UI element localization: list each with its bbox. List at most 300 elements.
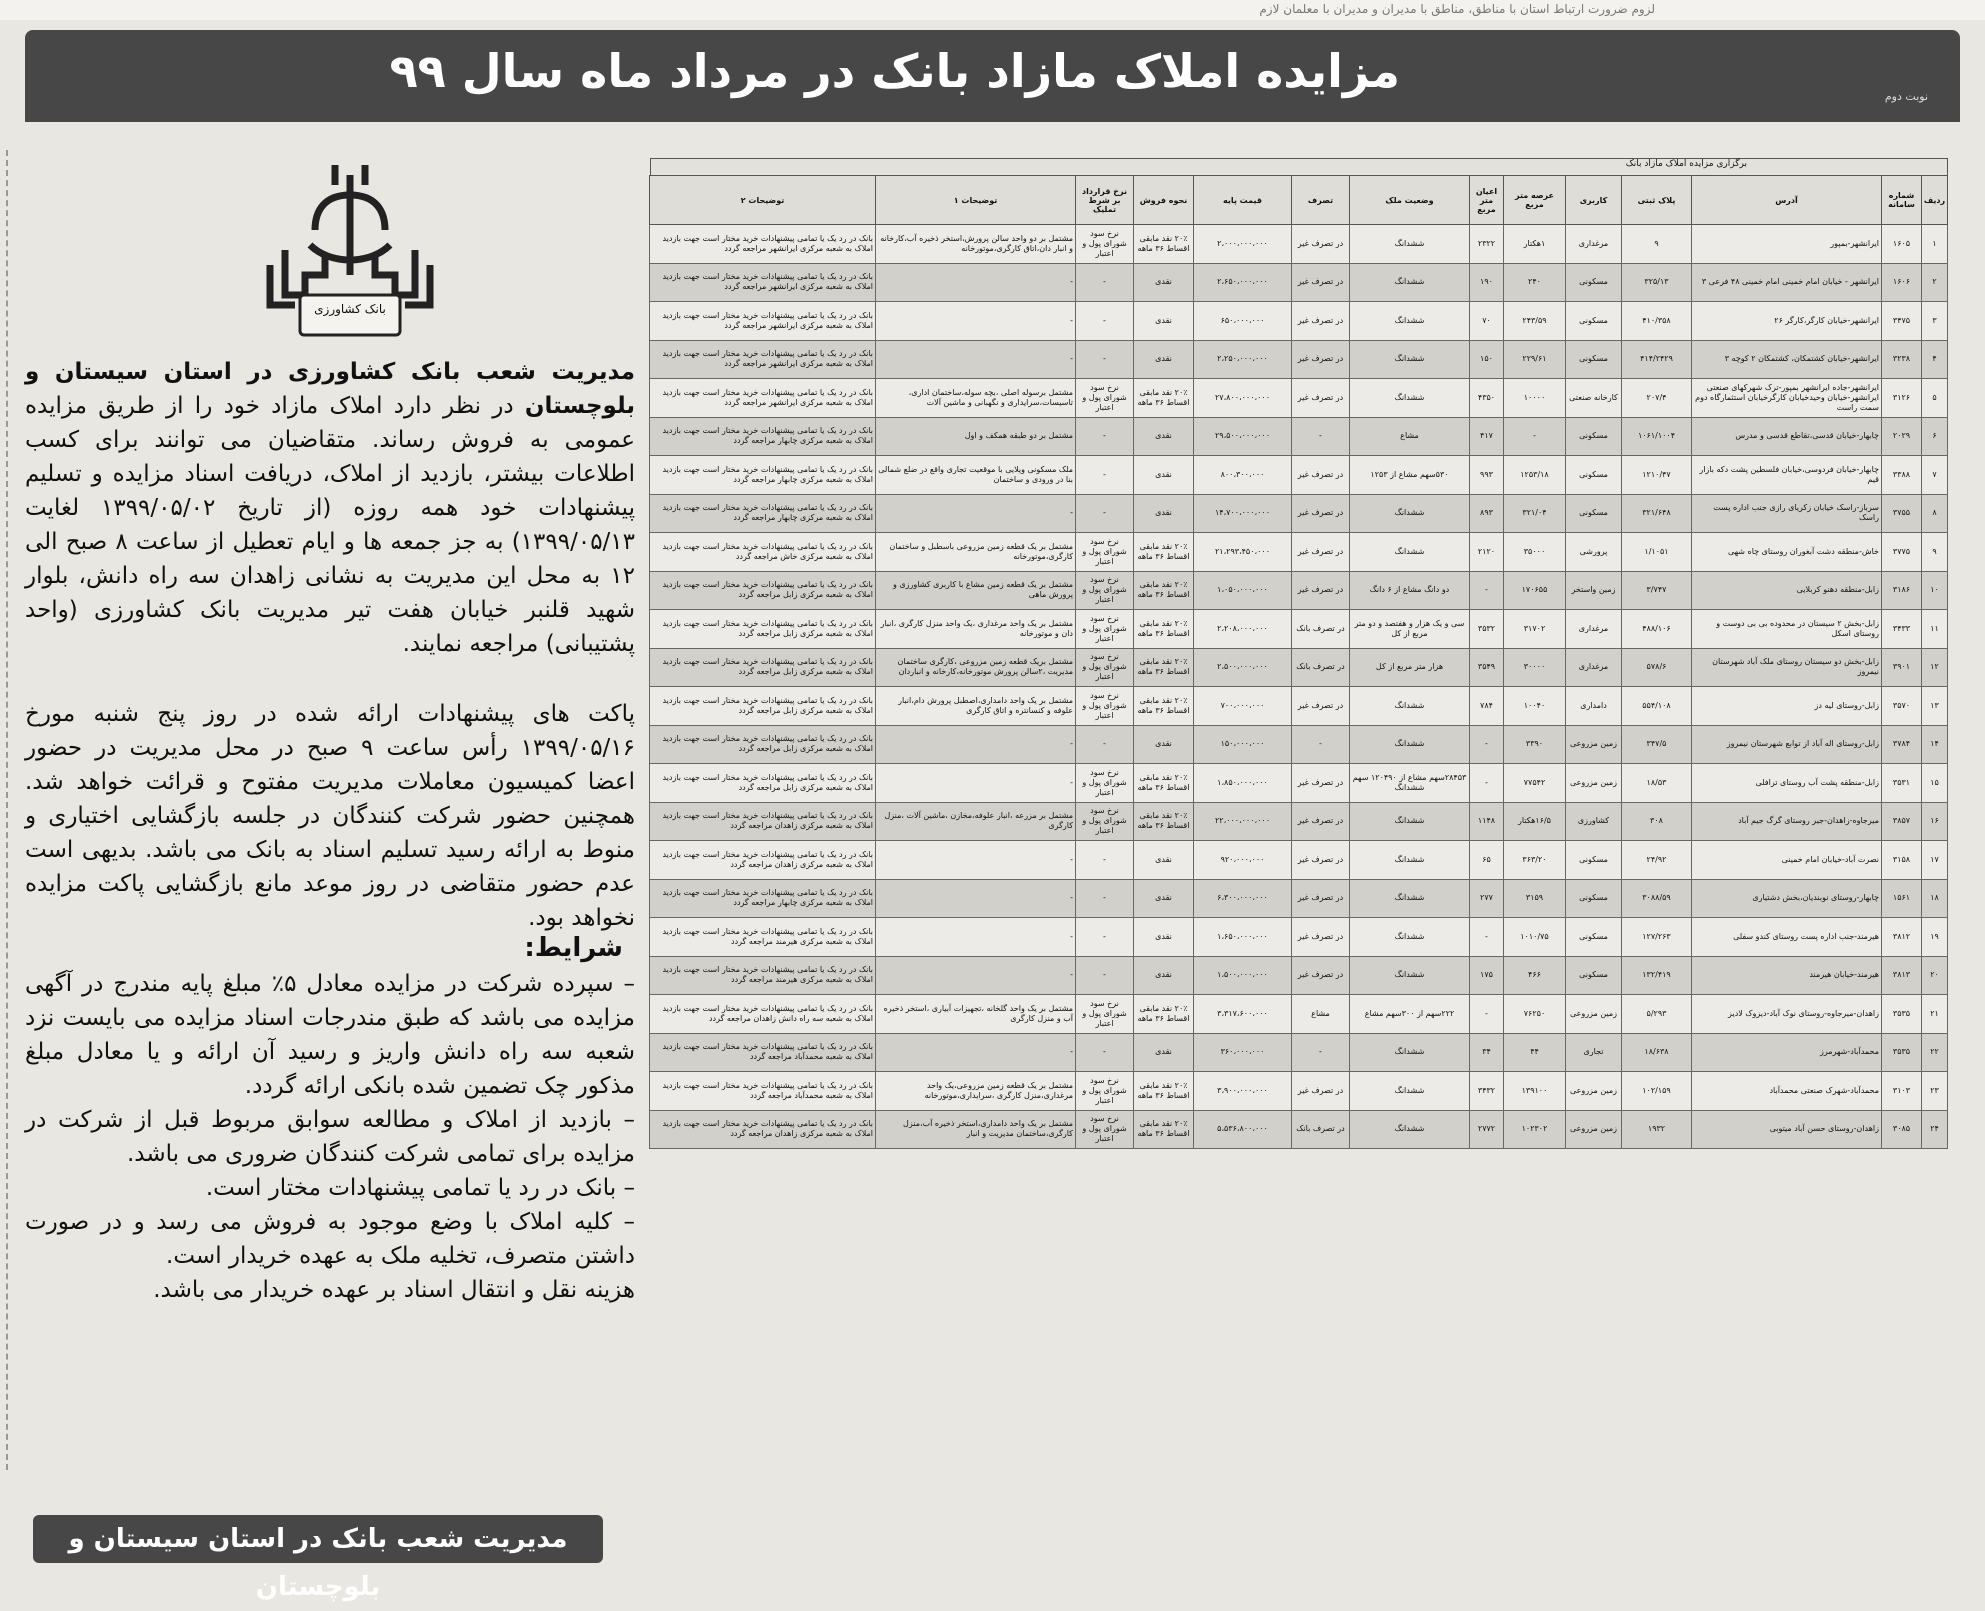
table-cell: نرخ سود شورای پول و اعتبار — [1076, 533, 1134, 572]
table-row — [650, 687, 1948, 726]
table-cell: ۵۳۰سهم مشاع از ۱۲۵۳ — [1350, 456, 1470, 495]
table-cell: مسکونی — [1566, 417, 1622, 456]
footer-banner: مدیریت شعب بانک در استان سیستان و بلوچستان — [33, 1515, 603, 1563]
table-cell: زمین مزروعی — [1566, 1072, 1622, 1111]
table-cell: ۴۱۴/۲۴۲۹ — [1622, 340, 1692, 379]
table-cell: ششدانگ — [1350, 1072, 1470, 1111]
table-cell: ششدانگ — [1350, 1110, 1470, 1149]
table-cell: ۱۶۰۶ — [1882, 263, 1922, 302]
table-cell: ۳،۹۰۰،۰۰۰،۰۰۰ — [1194, 1072, 1292, 1111]
table-cell: نرخ سود شورای پول و اعتبار — [1076, 379, 1134, 418]
table-title: برگزاری مزایده املاک مازاد بانک — [650, 158, 1948, 175]
table-cell: ۵/۲۹۳ — [1622, 995, 1692, 1034]
table-cell: مسکونی — [1566, 956, 1622, 995]
table-cell: ۲۰٪ نقد مابقی اقساط ۳۶ ماهه — [1134, 802, 1194, 841]
table-cell: ۱/۱۰۵۱ — [1622, 533, 1692, 572]
table-cell: بانک در رد یک یا تمامی پیشنهادات خرید مختار است جهت بازدید املاک به شعبه مرکزی خاش مراجعه گردد — [650, 533, 876, 572]
table-cell: - — [1076, 841, 1134, 880]
table-cell: ۲۴ — [1922, 1110, 1948, 1149]
table-cell: ۲۰٪ نقد مابقی اقساط ۳۶ ماهه — [1134, 379, 1194, 418]
table-cell: - — [1292, 1033, 1350, 1072]
table-cell: ۲۴۰ — [1504, 263, 1566, 302]
table-row — [650, 571, 1948, 610]
table-cell: ۳۶۳/۲۰ — [1504, 841, 1566, 880]
table-cell: ۳۲۱/۶۴۸ — [1622, 494, 1692, 533]
table-cell: - — [1076, 725, 1134, 764]
auction-table — [649, 175, 1948, 1149]
table-cell: بانک در رد یک یا تمامی پیشنهادات خرید مختار است جهت بازدید املاک به شعبه مرکزی هیرمند مراجعه گردد — [650, 918, 876, 957]
table-cell: مشتمل بر دو طبقه همکف و اول — [876, 417, 1076, 456]
table-cell: ششدانگ — [1350, 494, 1470, 533]
table-cell: ۳۴ — [1470, 1033, 1504, 1072]
table-cell: مشتمل بر مزرعه ،انبار علوفه،مخازن ،ماشین آلات ،منزل کارگری — [876, 802, 1076, 841]
edition-note: نوبت دوم — [1884, 90, 1928, 103]
table-cell: ۳۴۳۳ — [1882, 610, 1922, 649]
table-cell: ۱۱ — [1922, 610, 1948, 649]
table-cell: ۲،۶۵۰،۰۰۰،۰۰۰ — [1194, 263, 1292, 302]
table-cell: ۱۰۰۰۰ — [1504, 379, 1566, 418]
table-cell: ۳۰۸ — [1622, 802, 1692, 841]
table-cell: - — [1470, 571, 1504, 610]
table-cell: ۳۲۱/۰۴ — [1504, 494, 1566, 533]
table-cell: ۴۳۵۰ — [1470, 379, 1504, 418]
table-cell: - — [1470, 995, 1504, 1034]
table-cell: مرغداری — [1566, 225, 1622, 264]
table-cell: زمین مزروعی — [1566, 995, 1622, 1034]
table-cell: نرخ سود شورای پول و اعتبار — [1076, 648, 1134, 687]
table-cell: در تصرف غیر — [1292, 918, 1350, 957]
table-cell: بانک در رد یک یا تمامی پیشنهادات خرید مختار است جهت بازدید املاک به شعبه مرکزی چابهار مراجعه گردد — [650, 456, 876, 495]
table-row — [650, 494, 1948, 533]
table-cell: ۱۴،۷۰۰،۰۰۰،۰۰۰ — [1194, 494, 1292, 533]
table-cell: ۳۰۰۰۰ — [1504, 648, 1566, 687]
col-header: وضعیت ملک — [1350, 176, 1470, 225]
table-cell: ایرانشهر-خیابان کشتمکان، کشتمکان ۲ کوچه ۳ — [1692, 340, 1882, 379]
table-row — [650, 725, 1948, 764]
table-cell: بانک در رد یک یا تمامی پیشنهادات خرید مختار است جهت بازدید املاک به شعبه مرکزی زاهدان مراجعه گردد — [650, 841, 876, 880]
table-cell: ششدانگ — [1350, 1033, 1470, 1072]
table-cell: ۵۵۴/۱۰۸ — [1622, 687, 1692, 726]
table-body — [650, 225, 1948, 1149]
table-cell: بانک در رد یک یا تمامی پیشنهادات خرید مختار است جهت بازدید املاک به شعبه محمدآباد مراجعه گردد — [650, 1033, 876, 1072]
table-cell: - — [1504, 417, 1566, 456]
table-cell: ۲۰٪ نقد مابقی اقساط ۳۶ ماهه — [1134, 610, 1194, 649]
intro-rest: در نظر دارد املاک مازاد خود را از طریق مزایده عمومی به فروش رساند. متقاضیان می توانند برای کسب اطلاعات بیشتر، بازدید از املاک، دریافت اسناد مزایده و تسلیم پیشنهادات خود همه روزه (از تاریخ ۱۳۹۹/۰۵/۰۲ لغایت ۱۳۹۹/۰۵/۱۳) به جز جمعه ها و ایام تعطیل از ساعت ۸ صبح الی ۱۲ به محل این مدیریت به نشانی زاهدان سه راه دانش، بلوار شهید قلنبر خیابان هفت تیر مدیریت بانک کشاورزی (واحد پشتیبانی) مراجعه نمایند. — [25, 393, 635, 657]
table-cell: ۱۶ — [1922, 802, 1948, 841]
condition-item: – کلیه املاک با وضع موجود به فروش می رسد و در صورت داشتن متصرف، تخلیه ملک به عهده خریدار است. — [25, 1209, 635, 1269]
table-cell: ۶ — [1922, 417, 1948, 456]
table-cell: نرخ سود شورای پول و اعتبار — [1076, 1072, 1134, 1111]
table-cell: ایرانشهر - خیابان امام خمینی امام خمینی ۴۸ فرعی ۳ — [1692, 263, 1882, 302]
table-cell: مشتمل بریک قطعه زمین مزروعی ،کارگری ساختمان مدیریت ،۲سالن پرورش موتورخانه،کارخانه و انباردان — [876, 648, 1076, 687]
table-cell: ۱ — [1922, 225, 1948, 264]
table-cell: ۲۴۳/۵۹ — [1504, 302, 1566, 341]
col-header: تصرف — [1292, 176, 1350, 225]
table-cell: ۲۴/۹۲ — [1622, 841, 1692, 880]
table-cell: ۳۱۷۰۲ — [1504, 610, 1566, 649]
table-cell: - — [1076, 263, 1134, 302]
logo-text: بانک کشاورزی — [314, 302, 386, 316]
table-cell: دامداری — [1566, 687, 1622, 726]
table-cell: ۳۵۴۹ — [1470, 648, 1504, 687]
table-cell: ۲۲۲سهم از ۳۰۰سهم مشاع — [1350, 995, 1470, 1034]
table-row — [650, 340, 1948, 379]
table-cell: ۴۴ — [1504, 1033, 1566, 1072]
table-cell: مسکونی — [1566, 456, 1622, 495]
page-header — [25, 30, 1960, 122]
col-header: کاربری — [1566, 176, 1622, 225]
condition-item: هزینه نقل و انتقال اسناد بر عهده خریدار می باشد. — [153, 1277, 635, 1303]
table-cell: در تصرف غیر — [1292, 1072, 1350, 1111]
table-cell: پرورشی — [1566, 533, 1622, 572]
table-cell: ۲۲۹/۶۱ — [1504, 340, 1566, 379]
top-strip-text: لزوم ضرورت ارتباط استان با مناطق، مناطق با مدیران و مدیران با معلمان لازم — [1259, 2, 1655, 16]
table-cell: مرغداری — [1566, 610, 1622, 649]
table-cell: ۲۷،۸۰۰،۰۰۰،۰۰۰ — [1194, 379, 1292, 418]
col-header: توضیحات ۱ — [876, 176, 1076, 225]
col-header: شماره سامانه — [1882, 176, 1922, 225]
table-cell: بانک در رد یک یا تمامی پیشنهادات خرید مختار است جهت بازدید املاک به شعبه مرکزی ایرانشهر مراجعه گردد — [650, 340, 876, 379]
table-cell: سرباز-راسک خیابان زکریای رازی جنب اداره پست راسک — [1692, 494, 1882, 533]
table-row — [650, 610, 1948, 649]
table-cell: بانک در رد یک یا تمامی پیشنهادات خرید مختار است جهت بازدید املاک به شعبه مرکزی ایرانشهر مراجعه گردد — [650, 379, 876, 418]
intro-bold: مدیریت شعب بانک کشاورزی در استان سیستان و بلوچستان — [25, 359, 635, 419]
table-cell: ۲۰٪ نقد مابقی اقساط ۳۶ ماهه — [1134, 533, 1194, 572]
table-cell: نقدی — [1134, 1033, 1194, 1072]
table-row — [650, 1110, 1948, 1149]
condition-item: – بانک در رد یا تمامی پیشنهادات مختار است. — [205, 1175, 635, 1201]
margin-divider — [6, 150, 12, 1470]
table-cell: ۵۷۸/۶ — [1622, 648, 1692, 687]
table-cell: نرخ سود شورای پول و اعتبار — [1076, 610, 1134, 649]
table-cell: مشتمل بر یک واحد گلخانه ،تجهیزات آبیاری ،استخر ذخیره آب و منزل کارگری — [876, 995, 1076, 1034]
table-cell: - — [876, 725, 1076, 764]
table-cell: نقدی — [1134, 417, 1194, 456]
table-cell: ۱۳۲/۴۱۹ — [1622, 956, 1692, 995]
table-cell: ۱۹۳۲ — [1622, 1110, 1692, 1149]
table-row — [650, 802, 1948, 841]
table-cell: - — [1470, 725, 1504, 764]
table-cell: ششدانگ — [1350, 918, 1470, 957]
table-cell: میرجاوه-زاهدان-جیر روستای گرگ جیم آباد — [1692, 802, 1882, 841]
table-cell: نقدی — [1134, 879, 1194, 918]
table-cell: در تصرف غیر — [1292, 956, 1350, 995]
table-cell: نرخ سود شورای پول و اعتبار — [1076, 1110, 1134, 1149]
table-cell: ۳۸۱۳ — [1882, 956, 1922, 995]
table-cell: بانک در رد یک یا تمامی پیشنهادات خرید مختار است جهت بازدید املاک به شعبه مرکزی زابل مراجعه گردد — [650, 687, 876, 726]
table-cell: ۴۱۷ — [1470, 417, 1504, 456]
table-cell: نقدی — [1134, 340, 1194, 379]
opening-paragraph: پاکت های پیشنهادات ارائه شده در روز پنج شنبه مورخ ۱۳۹۹/۰۵/۱۶ رأس ساعت ۹ صبح در محل مدیریت در حضور اعضا کمیسیون معاملات مدیریت مفتوح و قرائت خواهد شد. همچنین حضور شرکت کنندگان در جلسه بازگشایی اختیاری و منوط به ارائه رسید تسلیم اسناد به بانک می باشد. بدیهی است عدم حضور متقاضی در روز موعد مانع بازگشایی پاکت مزایده نخواهد بود. — [25, 701, 635, 931]
table-cell: - — [876, 1033, 1076, 1072]
col-header: عرصه متر مربع — [1504, 176, 1566, 225]
table-row — [650, 225, 1948, 264]
table-cell: - — [1076, 417, 1134, 456]
table-cell: ۱۰۲۳۰۲ — [1504, 1110, 1566, 1149]
table-cell: مشاع — [1350, 417, 1470, 456]
table-cell: ۷۷۵۴۲ — [1504, 764, 1566, 803]
col-header: اعیان متر مربع — [1470, 176, 1504, 225]
table-cell: ۹ — [1622, 225, 1692, 264]
table-cell: ۷ — [1922, 456, 1948, 495]
table-cell: زابل-روستای اله آباد از توابع شهرستان نیمروز — [1692, 725, 1882, 764]
table-row — [650, 533, 1948, 572]
table-cell: بانک در رد یک یا تمامی پیشنهادات خرید مختار است جهت بازدید املاک به شعبه مرکزی زابل مراجعه گردد — [650, 610, 876, 649]
table-cell: در تصرف غیر — [1292, 340, 1350, 379]
table-cell: بانک در رد یک یا تمامی پیشنهادات خرید مختار است جهت بازدید املاک به شعبه محمدآباد مراجعه گردد — [650, 1072, 876, 1111]
table-cell: ۷۰۰،۰۰۰،۰۰۰ — [1194, 687, 1292, 726]
table-row — [650, 764, 1948, 803]
table-cell: چابهار-خیابان قدسی،تقاطع قدسی و مدرس — [1692, 417, 1882, 456]
table-cell: ۳ — [1922, 302, 1948, 341]
table-cell: هزار متر مربع از کل — [1350, 648, 1470, 687]
table-cell: ۱۸/۶۳۸ — [1622, 1033, 1692, 1072]
table-cell: ملک مسکونی ویلایی با موقعیت تجاری واقع در ضلع شمالی بنا در ورودی و ساختمان — [876, 456, 1076, 495]
table-cell: - — [876, 918, 1076, 957]
col-header: نرخ قرارداد بر شرط تملیک — [1076, 176, 1134, 225]
table-cell: ۲۰۷/۴ — [1622, 379, 1692, 418]
table-cell: ۳۲۵/۱۳ — [1622, 263, 1692, 302]
table-cell: ۲،۵۰۰،۰۰۰،۰۰۰ — [1194, 648, 1292, 687]
table-cell: - — [1470, 918, 1504, 957]
table-cell: در تصرف غیر — [1292, 263, 1350, 302]
table-cell: - — [876, 302, 1076, 341]
table-cell: در تصرف غیر — [1292, 494, 1350, 533]
table-cell: ۳۰۸۸/۵۹ — [1622, 879, 1692, 918]
table-cell: ۱۲۵۳/۱۸ — [1504, 456, 1566, 495]
bank-logo — [255, 155, 445, 345]
table-cell: ۲۱،۲۹۳،۴۵۰،۰۰۰ — [1194, 533, 1292, 572]
col-header: آدرس — [1692, 176, 1882, 225]
col-header: توضیحات ۲ — [650, 176, 876, 225]
table-cell: چابهار-روستای نوبندیان،بخش دشتیاری — [1692, 879, 1882, 918]
table-cell: کشاورزی — [1566, 802, 1622, 841]
table-cell: بانک در رد یک یا تمامی پیشنهادات خرید مختار است جهت بازدید املاک به شعبه مرکزی ایرانشهر مراجعه گردد — [650, 225, 876, 264]
table-cell: نقدی — [1134, 918, 1194, 957]
table-cell: ۱۸ — [1922, 879, 1948, 918]
table-cell: کارخانه صنعتی — [1566, 379, 1622, 418]
table-cell: ۱۲ — [1922, 648, 1948, 687]
conditions-title: شرایط: — [524, 933, 623, 963]
table-cell: ۲۳۲۲ — [1470, 225, 1504, 264]
table-cell: - — [1076, 879, 1134, 918]
conditions-list — [25, 967, 635, 1307]
table-cell: ششدانگ — [1350, 533, 1470, 572]
table-cell: - — [1076, 918, 1134, 957]
table-cell: ۱،۶۵۰،۰۰۰،۰۰۰ — [1194, 918, 1292, 957]
table-cell: ۲۷۷ — [1470, 879, 1504, 918]
table-cell: نقدی — [1134, 302, 1194, 341]
col-header: پلاک ثبتی — [1622, 176, 1692, 225]
table-cell: ۱۲۷/۲۶۳ — [1622, 918, 1692, 957]
table-cell: در تصرف غیر — [1292, 225, 1350, 264]
table-cell: - — [1076, 1033, 1134, 1072]
condition-item: – بازدید از املاک و مطالعه سوابق مربوط قبل از شرکت در مزایده برای تمامی شرکت کنندگان ضروری می باشد. — [25, 1107, 635, 1167]
table-cell: ۷۸۴ — [1470, 687, 1504, 726]
table-cell: - — [1076, 340, 1134, 379]
table-cell: ۳۰۸۵ — [1882, 1110, 1922, 1149]
table-cell: ۳۱۸۶ — [1882, 571, 1922, 610]
table-cell: چابهار-خیابان فردوسی،خیابان فلسطین پشت دکه بازار قیم — [1692, 456, 1882, 495]
table-cell: ۳/۷۴۷ — [1622, 571, 1692, 610]
table-cell: ۶۵۰،۰۰۰،۰۰۰ — [1194, 302, 1292, 341]
table-cell: ۳۱۵۸ — [1882, 841, 1922, 880]
table-cell: ۷۶۲۵۰ — [1504, 995, 1566, 1034]
table-cell: ۱۵۰،۰۰۰،۰۰۰ — [1194, 725, 1292, 764]
table-cell: ۱۰۶۱/۱۰۰۴ — [1622, 417, 1692, 456]
table-cell: ۳۷۷۵ — [1882, 533, 1922, 572]
table-cell: نرخ سود شورای پول و اعتبار — [1076, 225, 1134, 264]
table-cell: ۳۲۳۸ — [1882, 340, 1922, 379]
table-cell: - — [1076, 956, 1134, 995]
table-cell: زابل-بخش دو سیستان روستای ملک آباد شهرستان نیمروز — [1692, 648, 1882, 687]
table-cell: مسکونی — [1566, 340, 1622, 379]
table-cell: ۸۰۰،۳۰۰،۰۰۰ — [1194, 456, 1292, 495]
table-cell: - — [876, 956, 1076, 995]
announcement-column — [15, 125, 645, 1602]
table-cell: ۳۵۳۱ — [1882, 764, 1922, 803]
table-cell: ۱،۸۵۰،۰۰۰،۰۰۰ — [1194, 764, 1292, 803]
table-cell: ایرانشهر-بمپور — [1692, 225, 1882, 264]
table-cell: ۳۴۷۵ — [1882, 302, 1922, 341]
table-cell: ۱۱۴۸ — [1470, 802, 1504, 841]
table-cell: محمدآباد-شهرک صنعتی محمدآباد — [1692, 1072, 1882, 1111]
table-cell: نقدی — [1134, 456, 1194, 495]
table-row — [650, 995, 1948, 1034]
table-cell: ۵،۵۳۶،۸۰۰،۰۰۰ — [1194, 1110, 1292, 1149]
table-cell: زمین مزروعی — [1566, 1110, 1622, 1149]
table-cell: ششدانگ — [1350, 340, 1470, 379]
table-cell: ۲۰٪ نقد مابقی اقساط ۳۶ ماهه — [1134, 648, 1194, 687]
table-cell: ۱۷ — [1922, 841, 1948, 880]
table-cell: مشتمل برسوله اصلی ،بچه سوله،ساختمان اداری، تاسیسات،سرایداری و نگهبانی و ماشین آلات — [876, 379, 1076, 418]
table-cell: هیرمند-خیابان هیرمند — [1692, 956, 1882, 995]
table-cell: - — [1292, 417, 1350, 456]
table-cell: نرخ سود شورای پول و اعتبار — [1076, 802, 1134, 841]
table-cell: ششدانگ — [1350, 302, 1470, 341]
table-cell: زابل-منطقه پشت آب روستای ترافلی — [1692, 764, 1882, 803]
table-cell: ۱۶۰۵ — [1882, 225, 1922, 264]
table-cell: - — [1292, 725, 1350, 764]
table-cell: بانک در رد یک یا تمامی پیشنهادات خرید مختار است جهت بازدید املاک به شعبه مرکزی چابهار مراجعه گردد — [650, 417, 876, 456]
table-cell: در تصرف بانک — [1292, 610, 1350, 649]
table-cell: مشاع — [1292, 995, 1350, 1034]
table-cell: در تصرف غیر — [1292, 302, 1350, 341]
table-cell: در تصرف غیر — [1292, 571, 1350, 610]
table-cell: ۲۸۴۵۳سهم مشاع از ۱۲۰۴۹۰ سهم ششدانگ — [1350, 764, 1470, 803]
table-cell: ۱،۵۰۰،۰۰۰،۰۰۰ — [1194, 956, 1292, 995]
table-cell: ۲۷۷۲ — [1470, 1110, 1504, 1149]
table-cell: در تصرف غیر — [1292, 802, 1350, 841]
table-row — [650, 379, 1948, 418]
table-row — [650, 841, 1948, 880]
table-cell: - — [1076, 494, 1134, 533]
table-cell: - — [1470, 764, 1504, 803]
table-cell: ۴ — [1922, 340, 1948, 379]
table-cell: در تصرف غیر — [1292, 879, 1350, 918]
table-cell: زاهدان-میرجاوه-روستای نوک آباد-دیزوک لادیز — [1692, 995, 1882, 1034]
table-cell: بانک در رد یک یا تمامی پیشنهادات خرید مختار است جهت بازدید املاک به شعبه مرکزی چابهار مراجعه گردد — [650, 879, 876, 918]
table-cell: ۴۶۶ — [1504, 956, 1566, 995]
table-row — [650, 263, 1948, 302]
table-cell: ۳۷۵۵ — [1882, 494, 1922, 533]
table-header-row — [650, 176, 1948, 225]
table-cell: نصرت آباد-خیابان امام خمینی — [1692, 841, 1882, 880]
table-cell: ۳۵۳۵ — [1882, 1033, 1922, 1072]
table-cell: ششدانگ — [1350, 879, 1470, 918]
table-cell: ۳۱۰۳ — [1882, 1072, 1922, 1111]
table-cell: ششدانگ — [1350, 263, 1470, 302]
table-cell: زابل-بخش ۲ سیستان در محدوده بی بی دوست و روستای اسکل — [1692, 610, 1882, 649]
table-row — [650, 417, 1948, 456]
table-cell: ۱۲۱۰/۴۷ — [1622, 456, 1692, 495]
table-cell: ششدانگ — [1350, 225, 1470, 264]
table-row — [650, 1033, 1948, 1072]
table-cell: ۲۰٪ نقد مابقی اقساط ۳۶ ماهه — [1134, 571, 1194, 610]
table-cell: ۲۲ — [1922, 1033, 1948, 1072]
table-cell: ششدانگ — [1350, 725, 1470, 764]
table-cell: ۶۵ — [1470, 841, 1504, 880]
table-cell: ۲ — [1922, 263, 1948, 302]
table-cell: مسکونی — [1566, 263, 1622, 302]
table-cell: زاهدان-روستای حسن آباد میتوبی — [1692, 1110, 1882, 1149]
table-cell: نرخ سود شورای پول و اعتبار — [1076, 764, 1134, 803]
table-cell: مسکونی — [1566, 494, 1622, 533]
table-cell: ۹۲۰،۰۰۰،۰۰۰ — [1194, 841, 1292, 880]
table-cell: بانک در رد یک یا تمامی پیشنهادات خرید مختار است جهت بازدید املاک به شعبه مرکزی ایرانشهر مراجعه گردد — [650, 302, 876, 341]
table-cell: زمین واستخر — [1566, 571, 1622, 610]
table-cell: ۳۴۷/۵ — [1622, 725, 1692, 764]
intro-paragraph — [25, 355, 635, 661]
table-cell: ۲۰٪ نقد مابقی اقساط ۳۶ ماهه — [1134, 1110, 1194, 1149]
table-cell: ۲۰٪ نقد مابقی اقساط ۳۶ ماهه — [1134, 995, 1194, 1034]
table-cell: ۳۳۹۰ — [1504, 725, 1566, 764]
table-cell: ۱۹ — [1922, 918, 1948, 957]
table-cell: ۱۵۶۱ — [1882, 879, 1922, 918]
table-cell: ۱۳۹۱۰۰ — [1504, 1072, 1566, 1111]
table-cell: ۸۹۳ — [1470, 494, 1504, 533]
table-cell: ۱۵ — [1922, 764, 1948, 803]
table-cell: ۹۹۳ — [1470, 456, 1504, 495]
table-cell: مشتمل بر یک واحد دامداری،اصطبل پرورش دام،انبار علوفه و کنسانتره و اتاق کارگری — [876, 687, 1076, 726]
table-cell: دو دانگ مشاع از ۶ دانگ — [1350, 571, 1470, 610]
table-cell: ۱۹۰ — [1470, 263, 1504, 302]
col-header: نحوه فروش — [1134, 176, 1194, 225]
table-cell: ۳۱۵۹ — [1504, 879, 1566, 918]
table-cell: مشتمل بر دو واحد سالن پرورش،استخر ذخیره آب،کارخانه و انبار دان،اتاق کارگری،موتورخانه — [876, 225, 1076, 264]
table-cell: مسکونی — [1566, 302, 1622, 341]
table-cell: ششدانگ — [1350, 687, 1470, 726]
table-cell: ۳۹۰۱ — [1882, 648, 1922, 687]
table-cell: مسکونی — [1566, 879, 1622, 918]
table-cell: در تصرف غیر — [1292, 379, 1350, 418]
table-cell: ۱۰ — [1922, 571, 1948, 610]
table-cell: ۱۰۱۰/۷۵ — [1504, 918, 1566, 957]
table-cell: تجاری — [1566, 1033, 1622, 1072]
table-cell: - — [876, 494, 1076, 533]
table-cell: زابل-منطقه دهنو کربلایی — [1692, 571, 1882, 610]
table-cell: بانک در رد یک یا تمامی پیشنهادات خرید مختار است جهت بازدید املاک به شعبه مرکزی ایرانشهر مراجعه گردد — [650, 263, 876, 302]
table-cell: ۱۸/۵۳ — [1622, 764, 1692, 803]
table-row — [650, 648, 1948, 687]
table-cell: ۲۰٪ نقد مابقی اقساط ۳۶ ماهه — [1134, 225, 1194, 264]
table-cell: مرغداری — [1566, 648, 1622, 687]
table-cell: زابل-روستای لیه دز — [1692, 687, 1882, 726]
table-cell: ۱،۰۵۰،۰۰۰،۰۰۰ — [1194, 571, 1292, 610]
table-cell: ۴۱۰/۳۵۸ — [1622, 302, 1692, 341]
table-row — [650, 1072, 1948, 1111]
table-cell: ۳۶۰،۰۰۰،۰۰۰ — [1194, 1033, 1292, 1072]
